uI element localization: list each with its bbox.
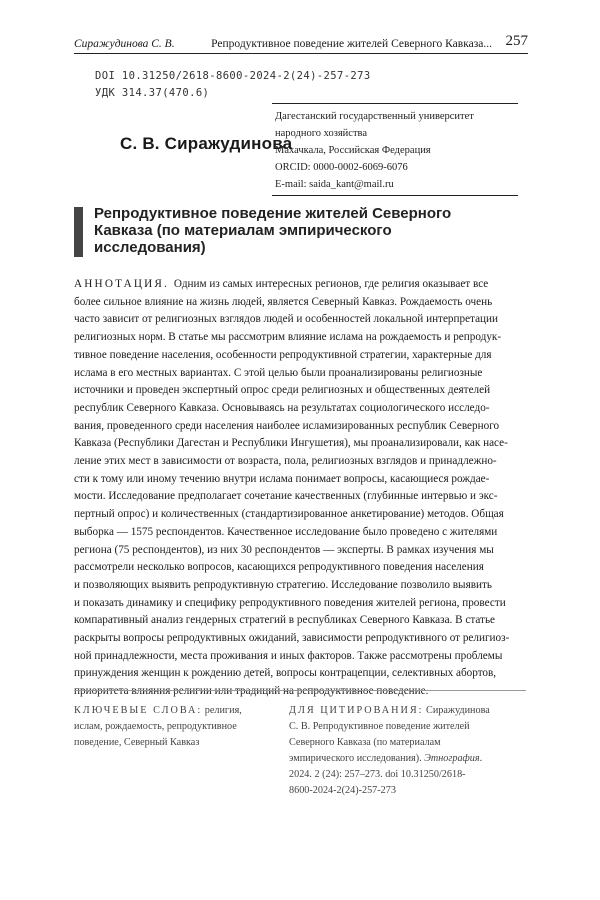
abstract-line: источники и проведен экспертный опрос среди религиозных и общественных деятелей [74,384,491,397]
abstract-line: приоритета влияния религии или традиций на репродуктивное поведение. [74,685,429,698]
abstract-line: и показать динамику и специфику репродуктивного поведения жителей региона, провести [74,596,506,609]
abstract-line: более сильное влияние на жизнь людей, является Северный Кавказ. Рождаемость очень [74,295,493,308]
keywords-line: поведение, Северный Кавказ [74,737,200,748]
citation-line4-end: . [479,753,483,764]
identifiers [95,68,371,102]
keywords-line: ислам, рождаемость, репродуктивное [74,721,237,732]
title-line: исследования) [94,239,206,256]
email[interactable]: E-mail: saida_kant@mail.ru [275,179,394,190]
title-line: Репродуктивное поведение жителей Северного [94,205,452,222]
abstract-first-line: Одним из самых интересных регионов, где религия оказывает все [173,278,489,290]
abstract-line: региона (75 респондентов), из них 30 респондентов — эксперты. В рамках изучения мы [74,543,494,556]
citation-doi-line[interactable]: 2024. 2 (24): 257–273. doi 10.31250/2618- [289,769,466,780]
abstract-label: АННОТАЦИЯ. [74,278,170,290]
citation-first: Сиражудинова [426,705,490,716]
abstract-line: республик Северного Кавказа. Основываясь на результатах социологического исследо- [74,401,490,414]
abstract-line: пертный опрос) и количественных (стандартизированное анкетирование) методов. Общая [74,508,504,521]
affiliation-line: Махачкала, Российская Федерация [275,145,431,156]
abstract-line: ислама в его местных вариантах. С этой целью были проанализированы религиозные [74,366,483,379]
abstract-line: ной принадлежности, места проживания и иных факторов. Также рассмотрены проблемы [74,649,503,662]
title-line: Кавказа (по материалам эмпирического [94,222,392,239]
doi[interactable]: DOI 10.31250/2618-8600-2024-2(24)-257-273 [95,70,371,82]
affiliation-line: Дагестанский государственный университет [275,111,474,122]
udk: УДК 314.37(470.6) [95,87,210,99]
citation-journal: Этнография [424,753,480,764]
abstract-line: выборка — 1575 респондентов. Качественное исследование было проведено с жителями [74,525,498,538]
header-running-title: Репродуктивное поведение жителей Северного Кавказа... [211,38,492,50]
abstract-line: вания, проведенного среди населения наиболее исламизированных республик Северного [74,419,500,432]
author-name: С. В. Сиражудинова [120,134,293,153]
page-number: 257 [505,33,528,49]
citation-line [289,751,529,767]
abstract-line: ление этих мест в зависимости от возраста, пола, религиозных взглядов и принадлежно- [74,455,497,468]
keywords-line [74,703,264,719]
affiliation-line: народного хозяйства [275,128,368,139]
citation-doi-line[interactable]: 8600-2024-2(24)-257-273 [289,785,396,796]
abstract-line: мости. Исследование предполагает сочетание качественных (глубинные интервью и экс- [74,490,498,503]
citation-line4: эмпирического исследования). [289,753,422,764]
abstract-line: Кавказа (Республики Дагестан и Республики Ингушетия), мы проанализировали, как насе- [74,437,508,450]
abstract [74,276,526,701]
abstract-line: раскрыты вопросы репродуктивных ожиданий, зависимости репродуктивного от религиоз- [74,632,510,645]
citation-line: Северного Кавказа (по материалам [289,737,441,748]
abstract-line: тивное поведение населения, особенности репродуктивной стратегии, характерные для [74,348,492,361]
affiliation-block [275,108,520,193]
citation [289,703,529,799]
keywords [74,703,264,751]
abstract-line: рассмотрели несколько вопросов, касающихся репродуктивного поведения населения [74,561,484,574]
article-title [94,205,494,256]
citation-label: ДЛЯ ЦИТИРОВАНИЯ: [289,705,424,716]
abstract-line: часто зависит от религиозных взглядов людей и особенностей локальной интерпретации [74,313,499,326]
affiliation-rule-bottom [272,195,518,196]
abstract-line [74,276,526,294]
section-divider [74,690,526,691]
affiliation-rule-top [272,103,518,104]
abstract-line: религиозных норм. В статье мы рассмотрим влияние ислама на рождаемость и репродук- [74,331,502,344]
abstract-line: компаративный анализ гендерных стратегий в республиках Северного Кавказа. В статье [74,614,496,627]
abstract-line: сти к тому или иному течению внутри ислама понимает вопросы, касающиеся рождае- [74,472,490,485]
citation-line [289,703,529,719]
keywords-first: религия, [204,705,242,716]
keywords-label: КЛЮЧЕВЫЕ СЛОВА: [74,705,203,716]
title-accent-bar [74,207,83,257]
running-header [74,33,528,54]
abstract-line: и позволяющих выявить репродуктивную стратегию. Исследование позволило выявить [74,578,492,591]
citation-line: С. В. Репродуктивное поведение жителей [289,721,470,732]
orcid[interactable]: ORCID: 0000-0002-6069-6076 [275,162,408,173]
header-author: Сиражудинова С. В. [74,38,175,50]
abstract-line: принуждения женщин к рождению детей, вопросы контрацепции, селективных абортов, [74,667,497,680]
